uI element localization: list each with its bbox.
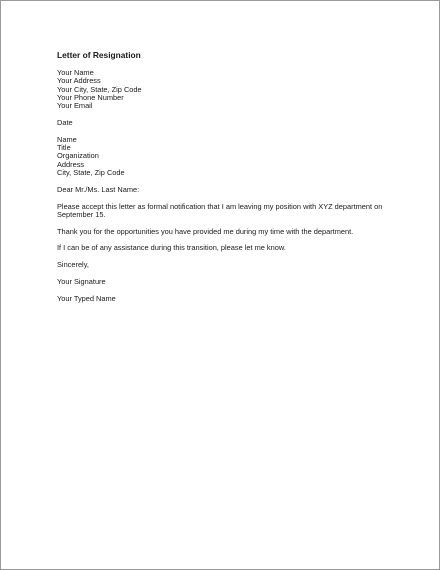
sender-email: Your Email xyxy=(57,101,93,111)
date-block xyxy=(57,119,387,127)
sender-city-state-zip: Your City, State, Zip Code xyxy=(57,84,142,94)
recipient-title: Title xyxy=(57,143,71,153)
paragraph-notification xyxy=(57,203,387,220)
typed-name-block xyxy=(57,295,387,303)
salutation: Dear Mr./Ms. Last Name: xyxy=(57,184,140,194)
letter-date: Date xyxy=(57,117,73,127)
paragraph-thanks xyxy=(57,228,387,236)
recipient-city-state-zip: City, State, Zip Code xyxy=(57,167,125,177)
sender-phone: Your Phone Number xyxy=(57,92,124,102)
sender-name: Your Name xyxy=(57,68,94,77)
sender-address: Your Address xyxy=(57,76,101,86)
paragraph-thanks-text: Thank you for the opportunities you have provided me during my time with the department. xyxy=(57,226,354,236)
signature: Your Signature xyxy=(57,277,106,287)
typed-name: Your Typed Name xyxy=(57,293,116,303)
paragraph-notification-line-2: September 15. xyxy=(57,209,106,219)
letter-body xyxy=(57,50,387,312)
recipient-name: Name xyxy=(57,134,77,144)
paragraph-assistance-text: If I can be of any assistance during this transition, please let me know. xyxy=(57,243,286,253)
signature-block xyxy=(57,278,387,286)
closing: Sincerely, xyxy=(57,260,89,270)
recipient-block xyxy=(57,136,387,177)
paragraph-notification-line-1: Please accept this letter as formal notification that I am leaving my position with XYZ department on xyxy=(57,201,383,211)
closing-block xyxy=(57,261,387,269)
sender-block xyxy=(57,69,387,110)
salutation-block xyxy=(57,186,387,194)
letter-title: Letter of Resignation xyxy=(57,50,141,60)
recipient-address: Address xyxy=(57,159,85,169)
recipient-organization: Organization xyxy=(57,151,99,161)
paragraph-assistance xyxy=(57,244,387,252)
